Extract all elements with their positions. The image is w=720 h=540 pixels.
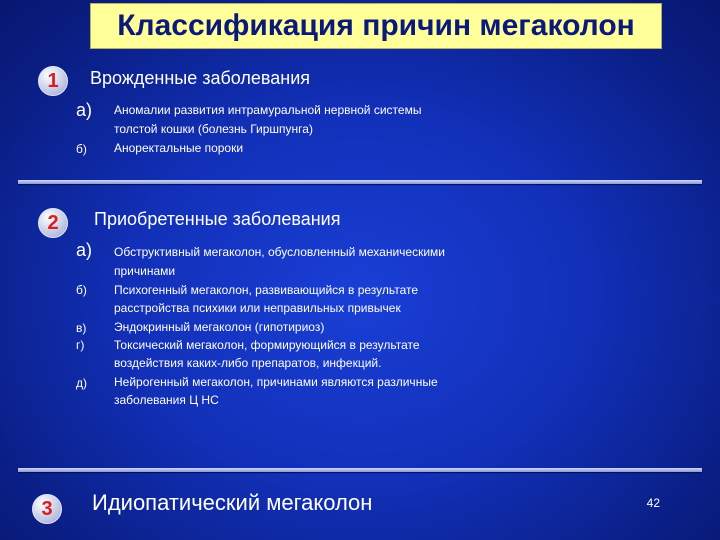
section-2-item-e-line-2: заболевания Ц НС	[114, 393, 219, 407]
section-1-item-b-letter: б)	[76, 142, 87, 156]
section-2-item-a-line-1: Обструктивный мегаколон, обусловленный механическими	[114, 245, 445, 259]
section-2-badge: 2	[38, 208, 68, 238]
section-1-item-a-line-2: толстой кошки (болезнь Гиршпунга)	[114, 122, 313, 136]
page-number: 42	[646, 496, 660, 510]
section-2-item-a-line-2: причинами	[114, 264, 176, 278]
section-3-heading: Идиопатический мегаколон	[92, 490, 373, 515]
section-2-item-b-line-1: Психогенный мегаколон, развивающийся в результате	[114, 283, 419, 297]
section-2-item-c-letter: в)	[76, 321, 87, 335]
divider-1	[18, 180, 702, 184]
slide-title: Классификация причин мегаколон	[90, 3, 662, 49]
section-2-item-c-line-1: Эндокринный мегаколон (гипотириоз)	[114, 320, 325, 334]
section-2-item-d-line-1: Токсический мегаколон, формирующийся в результате	[114, 338, 420, 352]
divider-2	[18, 468, 702, 472]
section-2-item-e-line-1: Нейрогенный мегаколон, причинами являются различные	[114, 375, 438, 389]
section-3-badge: 3	[32, 494, 62, 524]
section-1-item-a-line-1: Аномалии развития интрамуральной нервной системы	[114, 103, 422, 117]
section-2-heading: Приобретенные заболевания	[94, 209, 341, 229]
section-2-item-d-line-2: воздействия каких-либо препаратов, инфекций.	[114, 356, 382, 370]
section-2-item-a-letter: а)	[76, 240, 93, 260]
section-2-item-b-line-2: расстройства психики или неправильных привычек	[114, 301, 401, 315]
section-2-item-d-letter: г)	[76, 338, 85, 352]
section-1-badge: 1	[38, 66, 68, 96]
section-1-heading: Врожденные заболевания	[90, 68, 311, 88]
section-1-item-b-line-1: Аноректальные пороки	[114, 141, 244, 155]
section-2-item-e-letter: д)	[76, 376, 87, 390]
section-2-item-b-letter: б)	[76, 283, 87, 297]
section-1-item-a-letter: а)	[76, 100, 93, 120]
